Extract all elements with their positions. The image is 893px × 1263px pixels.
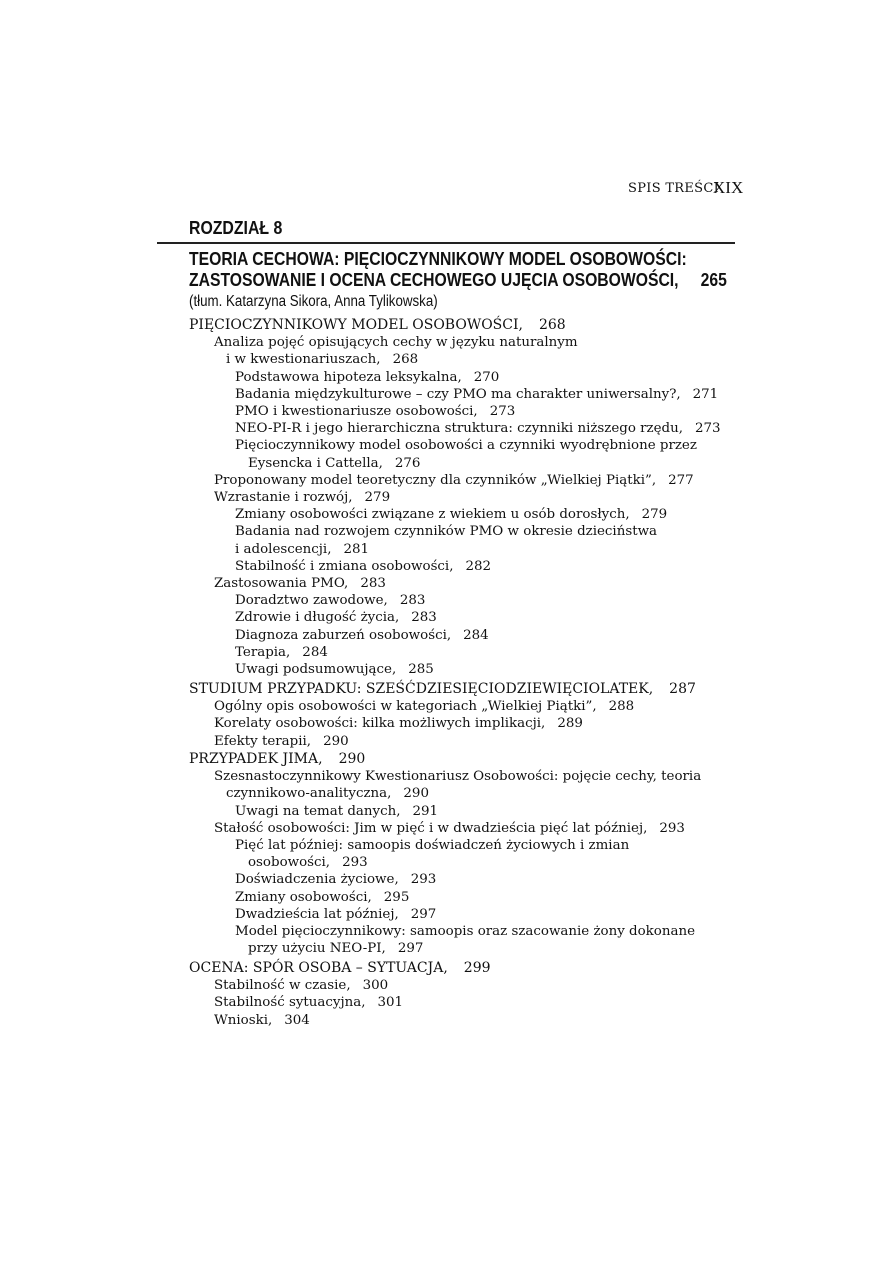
toc-entry-text: PIĘCIOCZYNNIKOWY MODEL OSOBOWOŚCI, <box>189 317 523 333</box>
chapter-title-line-1: TEORIA CECHOWA: PIĘCIOCZYNNIKOWY MODEL OSOBOWOŚCI: <box>189 248 687 269</box>
toc-entry <box>235 889 409 906</box>
toc-entry-page: 295 <box>383 889 410 905</box>
toc-entry <box>235 403 515 420</box>
toc-entry-text: Efekty terapii, <box>214 733 312 749</box>
toc-entry-page: 283 <box>399 593 426 609</box>
toc-entry-page: 304 <box>284 1012 310 1028</box>
chapter-title <box>189 248 727 290</box>
chapter-label: ROZDZIAŁ 8 <box>189 218 283 238</box>
translators-note: (tłum. Katarzyna Sikora, Anna Tylikowska) <box>189 293 438 310</box>
toc-entry-text: Uwagi na temat danych, <box>235 803 401 819</box>
toc-entry-text: Doświadczenia życiowe, <box>235 872 399 888</box>
toc-entry-page: 270 <box>473 369 500 385</box>
toc-entry <box>235 420 721 437</box>
toc-entry <box>214 698 634 715</box>
toc-entry <box>189 960 491 977</box>
header-label: SPIS TREŚCI <box>628 181 720 196</box>
toc-entry-text: PMO i kwestionariusze osobowości, <box>235 404 478 419</box>
toc-entry <box>235 803 438 820</box>
toc-entry-text: STUDIUM PRZYPADKU: SZEŚĆDZIESIĘCIODZIEWIĘCIOLATEK, <box>189 681 654 697</box>
toc-entry <box>235 661 434 678</box>
toc-entry-page: 283 <box>360 576 386 591</box>
toc-entry <box>189 681 696 698</box>
toc-entry-page: 293 <box>342 855 368 871</box>
toc-entry <box>189 751 365 768</box>
toc-entry-text: Szesnastoczynnikowy Kwestionariusz Osobowości: pojęcie cechy, teoria <box>214 769 702 785</box>
toc-entry <box>189 317 566 334</box>
toc-entry <box>214 733 349 750</box>
toc-entry <box>235 558 491 575</box>
toc-entry-page: 288 <box>608 699 635 715</box>
toc-entry-text: Podstawowa hipoteza leksykalna, <box>235 369 462 385</box>
toc-entry-text: i w kwestionariuszach, <box>226 352 381 368</box>
chapter-title-text: ZASTOSOWANIE I OCENA CECHOWEGO UJĘCIA OSOBOWOŚCI, <box>189 269 679 290</box>
toc-entry <box>226 785 429 802</box>
toc-entry-page: 268 <box>392 352 419 368</box>
toc-entry-page: 301 <box>377 995 404 1011</box>
toc-entry <box>214 575 386 592</box>
toc-entry <box>214 1012 310 1029</box>
toc-entry-page: 297 <box>410 906 437 922</box>
toc-entry-text: Stabilność i zmiana osobowości, <box>235 558 454 574</box>
toc-entry-page: 268 <box>538 317 566 333</box>
toc-entry-text: Terapia, <box>235 644 291 660</box>
toc-entry <box>226 351 418 368</box>
toc-entry-text: Ogólny opis osobowości w kategoriach „Wielkiej Piątki”, <box>214 699 597 715</box>
toc-entry-text: Uwagi podsumowujące, <box>235 662 397 677</box>
toc-entry-text: Diagnoza zaburzeń osobowości, <box>235 627 452 643</box>
toc-entry-text: i adolescencji, <box>235 541 332 557</box>
toc-entry-text: Zastosowania PMO, <box>214 576 349 591</box>
toc-entry <box>235 369 499 386</box>
chapter-divider <box>157 242 735 244</box>
toc-entry <box>235 923 695 940</box>
header-page-number: XIX <box>713 178 744 197</box>
toc-entry-text: Pięć lat później: samoopis doświadczeń życiowych i zmian <box>235 838 630 853</box>
toc-entry <box>214 768 701 785</box>
toc-entry-page: 289 <box>557 716 583 732</box>
toc-entry <box>248 940 423 957</box>
toc-entry-page: 299 <box>463 960 491 976</box>
toc-entry-page: 276 <box>394 455 421 471</box>
chapter-title-page: 265 <box>700 269 727 290</box>
toc-entry-text: przy użyciu NEO-PI, <box>248 941 386 957</box>
toc-entry-page: 273 <box>489 404 516 419</box>
toc-entry-text: czynnikowo-analityczna, <box>226 786 392 802</box>
toc-entry <box>248 854 368 871</box>
toc-entry-page: 279 <box>641 507 668 523</box>
toc-entry <box>214 472 694 489</box>
toc-entry-page: 290 <box>323 733 349 749</box>
toc-entry-text: Dwadzieścia lat później, <box>235 906 399 922</box>
toc-entry-text: Zdrowie i długość życia, <box>235 610 400 626</box>
toc-entry-text: Wzrastanie i rozwój, <box>214 490 353 505</box>
toc-entry <box>214 977 388 994</box>
toc-entry-page: 297 <box>397 941 424 957</box>
toc-entry <box>235 541 369 558</box>
toc-entry <box>235 437 697 454</box>
toc-entry-page: 293 <box>659 820 685 836</box>
toc-entry-text: Stałość osobowości: Jim w pięć i w dwadzieścia pięć lat później, <box>214 820 648 836</box>
toc-entry <box>235 837 629 854</box>
toc-entry-text: Badania nad rozwojem czynników PMO w okresie dzieciństwa <box>235 524 658 540</box>
toc-entry-text: Pięcioczynnikowy model osobowości a czynniki wyodrębnione przez <box>235 438 697 454</box>
toc-entry-page: 291 <box>412 803 439 819</box>
toc-entry-text: Stabilność sytuacyjna, <box>214 995 366 1011</box>
toc-entry <box>235 906 436 923</box>
toc-entry <box>235 609 437 626</box>
toc-entry <box>235 592 425 609</box>
toc-entry-text: Wnioski, <box>214 1012 273 1028</box>
toc-entry-text: Model pięcioczynnikowy: samoopis oraz szacowanie żony dokonane <box>235 924 696 939</box>
toc-entry-text: osobowości, <box>248 855 331 871</box>
toc-entry-text: Stabilność w czasie, <box>214 978 351 994</box>
toc-entry <box>235 386 718 403</box>
toc-entry <box>214 715 583 732</box>
toc-entry-page: 284 <box>463 627 489 643</box>
toc-entry-page: 271 <box>692 386 719 402</box>
toc-entry-text: Proponowany model teoretyczny dla czynników „Wielkiej Piątki”, <box>214 472 657 488</box>
toc-entry <box>214 994 403 1011</box>
toc-entry-page: 290 <box>403 786 429 802</box>
toc-entry <box>248 455 420 472</box>
toc-entry-text: OCENA: SPÓR OSOBA – SYTUACJA, <box>189 960 448 976</box>
toc-entry-text: NEO-PI-R i jego hierarchiczna struktura: czynniki niższego rzędu, <box>235 421 683 437</box>
toc-entry-text: Eysencka i Cattella, <box>248 455 383 471</box>
toc-entry-page: 285 <box>408 662 434 677</box>
toc-entry-page: 284 <box>302 644 328 660</box>
toc-entry-page: 300 <box>362 978 389 994</box>
chapter-title-line-2 <box>189 269 727 290</box>
toc-entry-text: Analiza pojęć opisujących cechy w języku naturalnym <box>214 335 578 351</box>
toc-entry-page: 283 <box>411 610 437 626</box>
toc-entry-page: 273 <box>695 421 721 437</box>
toc-entry-page: 290 <box>338 751 366 767</box>
toc-entry-text: Zmiany osobowości związane z wiekiem u osób dorosłych, <box>235 507 630 523</box>
toc-entry-text: Korelaty osobowości: kilka możliwych implikacji, <box>214 716 546 732</box>
toc-entry <box>235 506 667 523</box>
toc-entry <box>235 627 489 644</box>
toc-entry-text: Zmiany osobowości, <box>235 889 372 905</box>
toc-entry-page: 279 <box>364 490 391 505</box>
toc-entry-page: 282 <box>465 558 492 574</box>
toc-entry <box>235 644 328 661</box>
toc-entry-page: 277 <box>668 472 694 488</box>
toc-entry <box>214 489 390 506</box>
toc-entry-text: Badania międzykulturowe – czy PMO ma charakter uniwersalny?, <box>235 386 681 402</box>
toc-entry <box>235 871 436 888</box>
toc-entry <box>235 523 657 540</box>
toc-entry <box>214 820 685 837</box>
toc-entry-page: 293 <box>410 872 437 888</box>
toc-entry-page: 281 <box>343 541 370 557</box>
toc-entry-page: 287 <box>669 681 696 697</box>
toc-entry-text: Doradztwo zawodowe, <box>235 593 388 609</box>
toc-entry <box>214 334 578 351</box>
toc-entry-text: PRZYPADEK JIMA, <box>189 751 323 767</box>
